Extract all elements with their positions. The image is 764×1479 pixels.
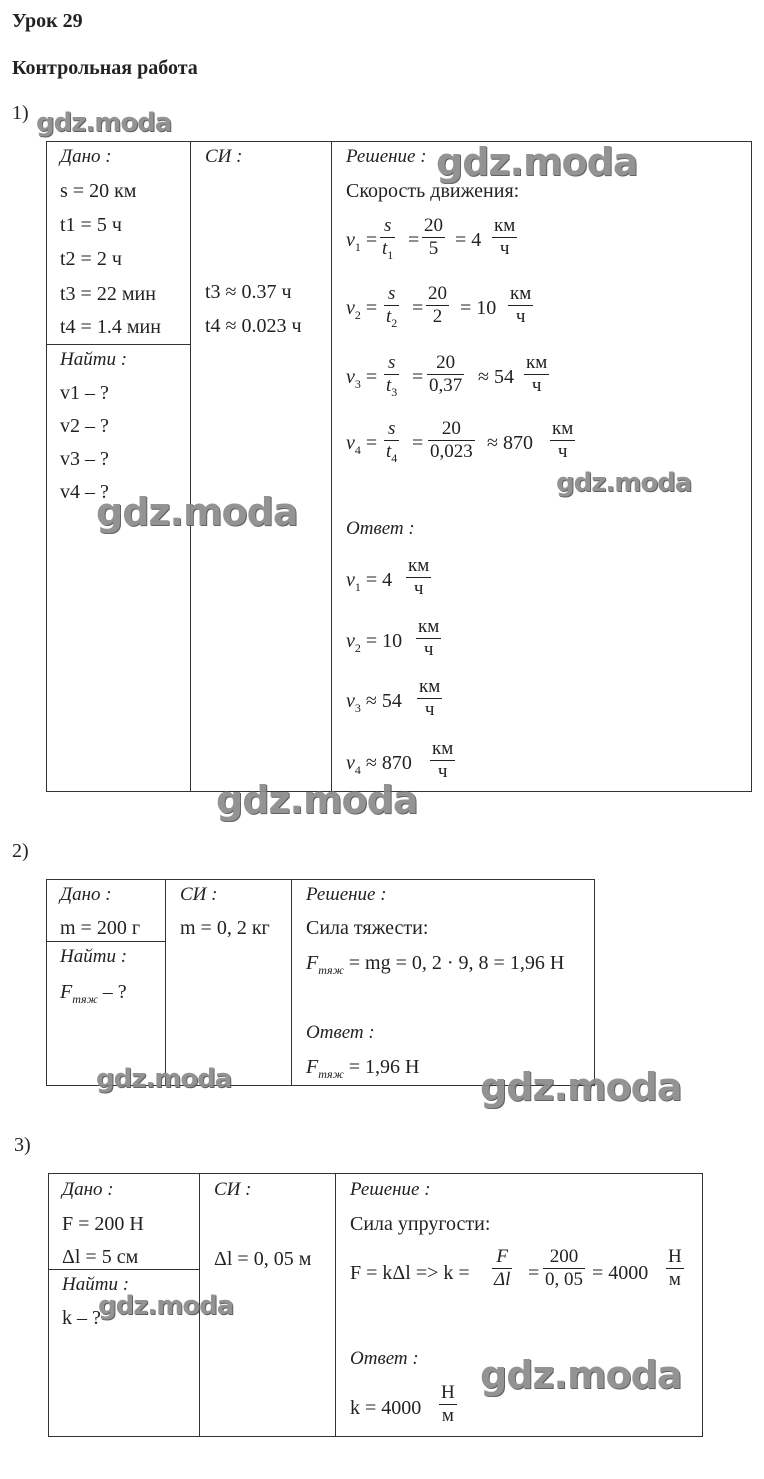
watermark-logo: gdz.moda (98, 1291, 234, 1321)
lesson-subtitle: Контрольная работа (12, 57, 198, 79)
p2-otvet-label: Ответ : (306, 1022, 375, 1043)
watermark-logo: gdz.moda (480, 1353, 682, 1397)
watermark-logo: gdz.moda (436, 140, 638, 184)
watermark-logo: gdz.moda (96, 1064, 232, 1094)
watermark-logo: gdz.moda (36, 108, 172, 138)
p2-find-f: $F_{тяж}$ – ? (60, 981, 127, 1006)
p3-given-f: F = 200 Н (62, 1213, 144, 1235)
p2-si-m: m = 0, 2 кг (180, 917, 270, 939)
p2-equation: $F_{тяж}$ = mg = 0, 2 · 9, 8 = 1,96 Н (306, 952, 565, 977)
p3-najti-label: Найти : (62, 1274, 130, 1295)
p2-dano-label: Дано : (60, 884, 112, 905)
watermark-logo: gdz.moda (480, 1065, 682, 1109)
p3-given-dl: Δl = 5 см (62, 1246, 139, 1268)
p2-given-m: m = 200 г (60, 917, 141, 939)
p2-si-label: СИ : (180, 884, 218, 905)
p1-given-t3: t3 = 22 мин (60, 283, 156, 305)
p1-si-t4: t4 ≈ 0.023 ч (205, 315, 302, 337)
p1-find-v4: v4 – ? (60, 481, 109, 503)
watermark-logo: gdz.moda (96, 490, 298, 534)
watermark-logo: gdz.moda (216, 778, 418, 822)
p3-si-label: СИ : (214, 1179, 252, 1200)
p1-given-t2: t2 = 2 ч (60, 248, 122, 270)
p3-dano-label: Дано : (62, 1179, 114, 1200)
p3-resh-label: Решение : (350, 1179, 431, 1200)
problem-1-number: 1) (12, 102, 29, 124)
p1-given-t1: t1 = 5 ч (60, 214, 122, 236)
p3-si-dl: Δl = 0, 05 м (214, 1248, 312, 1270)
p1-given-s: s = 20 км (60, 180, 137, 202)
p1-find-v1: v1 – ? (60, 382, 109, 404)
p3-title: Сила упругости: (350, 1213, 491, 1235)
p1-dano-label: Дано : (60, 146, 112, 167)
p3-find-k: k – ? (62, 1307, 101, 1329)
lesson-title: Урок 29 (12, 10, 83, 32)
p1-find-v2: v2 – ? (60, 415, 109, 437)
p1-najti-label: Найти : (60, 349, 128, 370)
p2-answer: $F_{тяж} = 1,96$ Н (306, 1056, 420, 1081)
p2-resh-label: Решение : (306, 884, 387, 905)
p1-otvet-label: Ответ : (346, 518, 415, 539)
p2-title: Сила тяжести: (306, 917, 429, 939)
p3-otvet-label: Ответ : (350, 1348, 419, 1369)
p2-najti-label: Найти : (60, 946, 128, 967)
watermark-logo: gdz.moda (556, 468, 692, 498)
problem-3-number: 3) (14, 1134, 31, 1156)
p1-given-t4: t4 = 1.4 мин (60, 316, 161, 338)
p1-find-v3: v3 – ? (60, 448, 109, 470)
p1-si-label: СИ : (205, 146, 243, 167)
p1-resh-label: Решение : (346, 146, 427, 167)
p1-si-t3: t3 ≈ 0.37 ч (205, 281, 292, 303)
problem-2-number: 2) (12, 840, 29, 862)
p1-speed-title: Скорость движения: (346, 180, 520, 202)
